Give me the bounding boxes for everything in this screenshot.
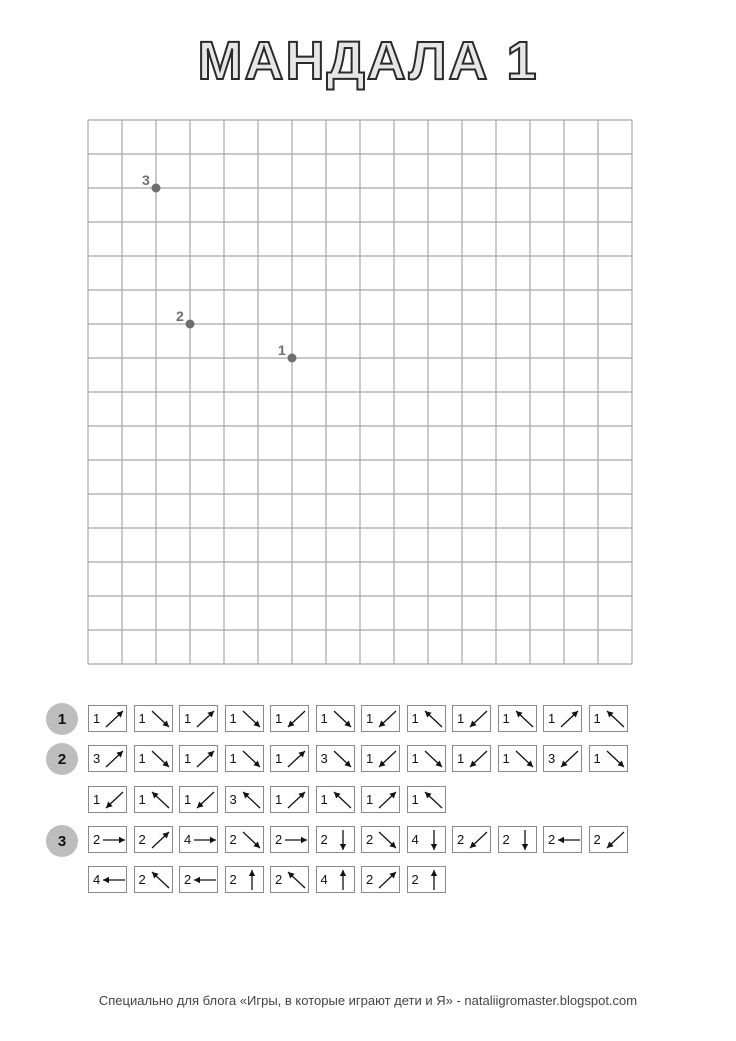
step-cell — [452, 826, 491, 853]
step-cell — [270, 745, 309, 772]
step-count: 2 — [366, 832, 374, 847]
step-count: 2 — [593, 832, 601, 847]
footer-credit: Специально для блога «Игры, в которые играют дети и Я» - nataliigromaster.blogspot.com — [98, 993, 638, 1008]
step-cell — [270, 786, 309, 813]
step-cell — [316, 705, 355, 732]
step-count: 1 — [275, 792, 283, 807]
step-count: 1 — [184, 711, 192, 726]
step-count: 1 — [93, 792, 101, 807]
step-cell — [589, 826, 628, 853]
step-count: 1 — [366, 792, 374, 807]
step-cell — [225, 745, 264, 772]
step-count: 1 — [502, 711, 510, 726]
step-cell — [452, 745, 491, 772]
step-count: 2 — [138, 832, 146, 847]
step-count: 1 — [593, 751, 601, 766]
step-cell — [361, 745, 400, 772]
step-count: 1 — [457, 711, 465, 726]
step-count: 1 — [411, 751, 419, 766]
step-count: 2 — [320, 832, 328, 847]
step-cell — [270, 826, 309, 853]
step-count: 1 — [411, 792, 419, 807]
step-cell — [225, 866, 264, 893]
step-count: 4 — [93, 872, 101, 887]
step-cell — [543, 826, 582, 853]
step-count: 3 — [320, 751, 328, 766]
step-count: 1 — [138, 711, 146, 726]
step-cell — [543, 705, 582, 732]
step-cell — [407, 786, 446, 813]
step-cell — [134, 786, 173, 813]
step-cell — [88, 705, 127, 732]
step-count: 2 — [93, 832, 101, 847]
step-cell — [361, 826, 400, 853]
step-cell — [88, 826, 127, 853]
step-count: 1 — [229, 711, 237, 726]
step-cell — [407, 745, 446, 772]
step-count: 4 — [184, 832, 192, 847]
step-cell — [543, 745, 582, 772]
sequence-number-badge: 3 — [46, 825, 78, 857]
step-cell — [225, 826, 264, 853]
step-cell — [179, 786, 218, 813]
step-cell — [316, 786, 355, 813]
step-count: 1 — [366, 711, 374, 726]
step-count: 1 — [138, 792, 146, 807]
step-count: 1 — [275, 751, 283, 766]
step-cell — [270, 866, 309, 893]
start-point-label: 1 — [278, 342, 286, 358]
step-count: 1 — [593, 711, 601, 726]
step-count: 2 — [502, 832, 510, 847]
sequence-number-badge: 1 — [46, 703, 78, 735]
step-count: 1 — [411, 711, 419, 726]
step-count: 3 — [229, 792, 237, 807]
step-cell — [589, 705, 628, 732]
step-cell — [270, 705, 309, 732]
step-cell — [316, 866, 355, 893]
step-cell — [179, 826, 218, 853]
step-cell — [452, 705, 491, 732]
start-point-1 — [288, 354, 297, 363]
page-title: МАНДАЛА 1 — [197, 31, 539, 91]
step-count: 2 — [548, 832, 556, 847]
step-count: 1 — [93, 711, 101, 726]
sequence-number-badge: 2 — [46, 743, 78, 775]
step-count: 2 — [184, 872, 192, 887]
step-cell — [88, 786, 127, 813]
step-cell — [88, 745, 127, 772]
step-count: 2 — [138, 872, 146, 887]
step-cell — [407, 826, 446, 853]
step-count: 1 — [548, 711, 556, 726]
step-count: 1 — [184, 751, 192, 766]
step-cell — [134, 705, 173, 732]
step-count: 1 — [457, 751, 465, 766]
step-count: 1 — [320, 792, 328, 807]
step-count: 4 — [411, 832, 419, 847]
step-count: 4 — [320, 872, 328, 887]
step-count: 2 — [229, 872, 237, 887]
step-cell — [498, 705, 537, 732]
step-count: 2 — [457, 832, 465, 847]
step-cell — [225, 786, 264, 813]
step-cell — [361, 705, 400, 732]
step-cell — [316, 826, 355, 853]
step-cell — [179, 866, 218, 893]
step-cell — [589, 745, 628, 772]
step-cell — [134, 745, 173, 772]
step-cell — [498, 745, 537, 772]
step-count: 2 — [229, 832, 237, 847]
step-count: 1 — [275, 711, 283, 726]
step-count: 2 — [366, 872, 374, 887]
step-cell — [361, 786, 400, 813]
step-cell — [361, 866, 400, 893]
start-point-3 — [152, 184, 161, 193]
step-count: 2 — [275, 872, 283, 887]
step-cell — [407, 866, 446, 893]
step-count: 1 — [138, 751, 146, 766]
step-count: 1 — [184, 792, 192, 807]
step-count: 3 — [548, 751, 556, 766]
step-cell — [88, 866, 127, 893]
step-cell — [134, 866, 173, 893]
step-cell — [179, 745, 218, 772]
step-count: 1 — [229, 751, 237, 766]
step-count: 2 — [411, 872, 419, 887]
step-count: 2 — [275, 832, 283, 847]
step-count: 1 — [502, 751, 510, 766]
step-cell — [225, 705, 264, 732]
step-cell — [179, 705, 218, 732]
step-cell — [498, 826, 537, 853]
step-cell — [407, 705, 446, 732]
step-count: 3 — [93, 751, 101, 766]
start-point-label: 3 — [142, 172, 150, 188]
step-count: 1 — [366, 751, 374, 766]
step-cell — [134, 826, 173, 853]
start-point-2 — [186, 320, 195, 329]
start-point-label: 2 — [176, 308, 184, 324]
step-count: 1 — [320, 711, 328, 726]
step-cell — [316, 745, 355, 772]
